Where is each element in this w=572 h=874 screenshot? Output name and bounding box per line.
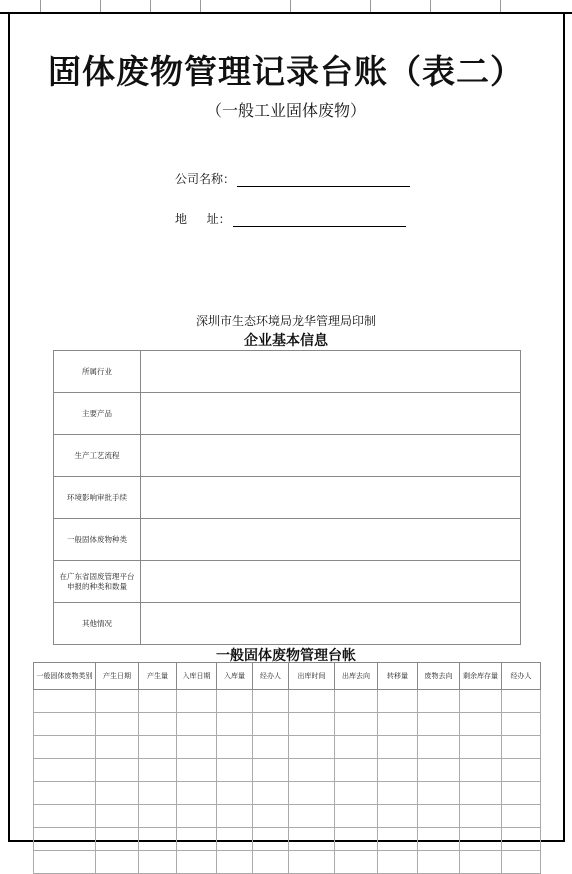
column-header: 经办人: [502, 663, 541, 690]
ledger-cell[interactable]: [289, 690, 335, 713]
ledger-cell[interactable]: [253, 851, 289, 874]
ledger-cell[interactable]: [253, 736, 289, 759]
ledger-cell[interactable]: [177, 736, 217, 759]
ledger-row: [34, 828, 541, 851]
page-title: 固体废物管理记录台账（表二）: [48, 52, 524, 91]
ledger-cell[interactable]: [502, 782, 541, 805]
printed-by: 深圳市生态环境局龙华管理局印制: [195, 314, 376, 328]
ledger-cell[interactable]: [335, 851, 378, 874]
ledger-cell[interactable]: [335, 713, 378, 736]
ledger-cell[interactable]: [378, 805, 418, 828]
ledger-cell[interactable]: [418, 828, 460, 851]
ledger-cell[interactable]: [460, 713, 502, 736]
strip-tick: [290, 0, 291, 12]
info-value-cell[interactable]: [141, 435, 521, 477]
column-header: 入库量: [217, 663, 253, 690]
ledger-cell[interactable]: [139, 759, 177, 782]
column-header: 一般固体废物类别: [34, 663, 96, 690]
ledger-cell[interactable]: [96, 690, 139, 713]
ledger-cell[interactable]: [418, 782, 460, 805]
ledger-cell[interactable]: [177, 805, 217, 828]
info-label: 在广东省固废管理平台申报的种类和数量: [54, 561, 141, 603]
strip-tick: [150, 0, 151, 12]
address-blank[interactable]: [233, 214, 406, 227]
basic-info-title: 企业基本信息: [244, 333, 328, 349]
ledger-cell[interactable]: [460, 759, 502, 782]
ledger-cell[interactable]: [139, 851, 177, 874]
ledger-cell[interactable]: [253, 805, 289, 828]
ledger-row: [34, 713, 541, 736]
strip-tick: [500, 0, 501, 12]
ledger-cell[interactable]: [253, 759, 289, 782]
ledger-cell[interactable]: [289, 759, 335, 782]
ledger-cell[interactable]: [418, 851, 460, 874]
ledger-cell[interactable]: [460, 851, 502, 874]
basic-info-table: [53, 350, 521, 645]
ledger-cell[interactable]: [139, 713, 177, 736]
ledger-cell[interactable]: [502, 759, 541, 782]
address-field[interactable]: [175, 210, 406, 227]
strip-tick: [430, 0, 431, 12]
ledger-cell[interactable]: [378, 759, 418, 782]
ledger-cell[interactable]: [217, 713, 253, 736]
ledger-cell[interactable]: [217, 828, 253, 851]
info-row: [54, 603, 521, 645]
info-label: 环境影响审批手续: [54, 477, 141, 519]
ledger-cell[interactable]: [460, 690, 502, 713]
ledger-cell[interactable]: [378, 736, 418, 759]
ledger-cell[interactable]: [139, 736, 177, 759]
info-row: [54, 519, 521, 561]
ledger-row: [34, 690, 541, 713]
strip-tick: [200, 0, 201, 12]
ledger-cell[interactable]: [460, 782, 502, 805]
info-row: [54, 561, 521, 603]
info-value-cell[interactable]: [141, 561, 521, 603]
ledger-cell[interactable]: [139, 690, 177, 713]
ledger-cell[interactable]: [502, 828, 541, 851]
info-value-cell[interactable]: [141, 393, 521, 435]
info-row: [54, 435, 521, 477]
column-header: 产生量: [139, 663, 177, 690]
ledger-cell[interactable]: [177, 782, 217, 805]
ledger-row: [34, 805, 541, 828]
ledger-cell[interactable]: [34, 851, 96, 874]
ledger-cell[interactable]: [378, 828, 418, 851]
ledger-cell[interactable]: [253, 690, 289, 713]
column-header: 出库时间: [289, 663, 335, 690]
ledger-cell[interactable]: [217, 851, 253, 874]
ledger-cell[interactable]: [34, 690, 96, 713]
ledger-cell[interactable]: [34, 805, 96, 828]
ledger-cell[interactable]: [34, 736, 96, 759]
ledger-cell[interactable]: [335, 759, 378, 782]
ledger-cell[interactable]: [460, 805, 502, 828]
ledger-cell[interactable]: [289, 851, 335, 874]
ledger-cell[interactable]: [378, 782, 418, 805]
ledger-cell[interactable]: [96, 782, 139, 805]
ledger-cell[interactable]: [460, 736, 502, 759]
company-name-label: 公司名称：: [175, 172, 236, 186]
ledger-row: [34, 851, 541, 874]
ledger-row: [34, 759, 541, 782]
company-name-field[interactable]: [175, 170, 410, 187]
info-value-cell[interactable]: [141, 477, 521, 519]
ledger-cell[interactable]: [289, 828, 335, 851]
column-header: 废物去向: [418, 663, 460, 690]
column-header: 剩余库存量: [460, 663, 502, 690]
ledger-cell[interactable]: [418, 713, 460, 736]
ledger-cell[interactable]: [177, 690, 217, 713]
ledger-cell[interactable]: [335, 828, 378, 851]
ledger-cell[interactable]: [253, 713, 289, 736]
ledger-row: [34, 782, 541, 805]
info-value-cell[interactable]: [141, 351, 521, 393]
column-header: 经办人: [253, 663, 289, 690]
info-label: 生产工艺流程: [54, 435, 141, 477]
ledger-cell[interactable]: [139, 782, 177, 805]
ledger-cell[interactable]: [217, 805, 253, 828]
ledger-cell[interactable]: [289, 782, 335, 805]
ledger-cell[interactable]: [378, 713, 418, 736]
info-label: 一般固体废物种类: [54, 519, 141, 561]
ledger-row: [34, 736, 541, 759]
ledger-cell[interactable]: [502, 713, 541, 736]
ledger-cell[interactable]: [96, 759, 139, 782]
info-value-cell[interactable]: [141, 603, 521, 645]
info-label: 所属行业: [54, 351, 141, 393]
ledger-cell[interactable]: [460, 828, 502, 851]
info-row: [54, 477, 521, 519]
column-header: 产生日期: [96, 663, 139, 690]
column-header: 转移量: [378, 663, 418, 690]
ledger-cell[interactable]: [217, 759, 253, 782]
ledger-cell[interactable]: [502, 690, 541, 713]
info-label: 其他情况: [54, 603, 141, 645]
ledger-cell[interactable]: [289, 805, 335, 828]
strip-tick: [40, 0, 41, 12]
page-subtitle: （一般工业固体废物）: [205, 101, 366, 120]
ledger-cell[interactable]: [418, 805, 460, 828]
ledger-body: [34, 690, 541, 874]
ledger-cell[interactable]: [418, 736, 460, 759]
ledger-cell[interactable]: [502, 851, 541, 874]
ledger-cell[interactable]: [217, 736, 253, 759]
column-header: 出库去向: [335, 663, 378, 690]
info-value-cell[interactable]: [141, 519, 521, 561]
ledger-cell[interactable]: [96, 805, 139, 828]
company-name-blank[interactable]: [237, 174, 410, 187]
ledger-cell[interactable]: [139, 828, 177, 851]
ledger-cell[interactable]: [139, 805, 177, 828]
ledger-cell[interactable]: [502, 805, 541, 828]
ledger-cell[interactable]: [177, 713, 217, 736]
ledger-cell[interactable]: [418, 690, 460, 713]
ledger-cell[interactable]: [502, 736, 541, 759]
ledger-cell[interactable]: [34, 828, 96, 851]
ledger-cell[interactable]: [34, 713, 96, 736]
ledger-cell[interactable]: [96, 828, 139, 851]
ledger-cell[interactable]: [96, 736, 139, 759]
info-row: [54, 351, 521, 393]
ledger-cell[interactable]: [289, 713, 335, 736]
previous-page-strip: [0, 0, 572, 14]
ledger-cell[interactable]: [289, 736, 335, 759]
strip-tick: [370, 0, 371, 12]
ledger-cell[interactable]: [335, 782, 378, 805]
ledger-cell[interactable]: [378, 851, 418, 874]
ledger-cell[interactable]: [177, 851, 217, 874]
ledger-table: [33, 662, 541, 874]
ledger-cell[interactable]: [217, 782, 253, 805]
ledger-cell[interactable]: [217, 690, 253, 713]
ledger-cell[interactable]: [378, 690, 418, 713]
ledger-cell[interactable]: [96, 851, 139, 874]
ledger-cell[interactable]: [253, 782, 289, 805]
strip-tick: [100, 0, 101, 12]
ledger-cell[interactable]: [335, 736, 378, 759]
ledger-title: 一般固体废物管理台帐: [216, 648, 356, 664]
ledger-cell[interactable]: [177, 828, 217, 851]
ledger-cell[interactable]: [335, 690, 378, 713]
ledger-cell[interactable]: [34, 759, 96, 782]
ledger-cell[interactable]: [177, 759, 217, 782]
ledger-cell[interactable]: [335, 805, 378, 828]
ledger-cell[interactable]: [96, 713, 139, 736]
ledger-cell[interactable]: [418, 759, 460, 782]
ledger-cell[interactable]: [34, 782, 96, 805]
ledger-cell[interactable]: [253, 828, 289, 851]
column-header: 入库日期: [177, 663, 217, 690]
address-label: 地 址：: [175, 212, 231, 226]
ledger-header-row: [34, 663, 541, 690]
info-row: [54, 393, 521, 435]
info-label: 主要产品: [54, 393, 141, 435]
